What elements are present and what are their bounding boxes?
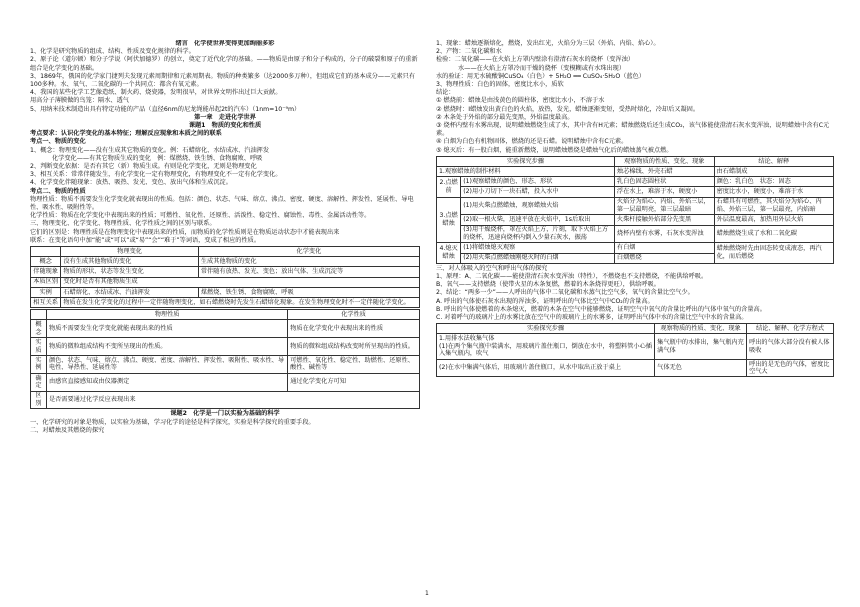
table-cell: 2.点燃前 <box>437 177 461 197</box>
note-line: ⑤ 熄灭后：有一股白烟，能重新燃烧，说明蜡烛燃烧是蜡烛气化后的蜡烛蒸气被点燃。 <box>436 146 673 154</box>
note-line: B、氧气——支持燃烧（使带火星的木条复燃，燃着的木条烧得更旺），供给呼吸。 <box>436 281 660 289</box>
table-cell: 呼出的是无色的气体，密度比空气大 <box>747 359 834 377</box>
table-cell: (3)用干燥烧杯，罩在火焰上方，片刻，取下火焰上方的烧杯，迅速向烧杯内倒入少量石灰水，振荡 <box>461 225 615 243</box>
table-row <box>437 359 834 377</box>
candle-experiment-table <box>436 156 834 264</box>
table-cell: 集气瓶中的水排出，集气瓶内充满气体 <box>655 334 747 359</box>
note-line: 1、现象：蜡烛逐渐熔化，燃烧，发出红光，火焰分为三层（外焰、内焰、焰心）。 <box>436 40 660 47</box>
table-header <box>437 324 834 334</box>
kp1-line: 化学变化——有其它物质生成的变化 例：煤燃烧、铁生锈、食物腐败、呼吸 <box>52 154 263 162</box>
note-line: ② 燃烧时：Ⅰ蜡烛发出黄白色的火焰，放热，发光，蜡烛逐渐变短，受热时熔化，冷却后又凝固。 <box>436 105 700 113</box>
table-cell: 物质的微粒组成结构改变时所呈现出的性质。 <box>288 338 420 356</box>
left-column <box>30 40 420 435</box>
table-cell: 化学变化 <box>198 247 419 257</box>
table-cell: 没有生成其他物质的变化 <box>61 257 199 267</box>
table-cell: 火焰分为焰心、内焰、外焰三层，第一层最明亮，第三层最暗 <box>614 197 714 215</box>
table-cell: 实例 <box>31 355 47 373</box>
note-line: 2、产物：二氧化碳和水 <box>436 48 502 56</box>
kp1-heading: 考点一、物质的变化 <box>30 138 86 146</box>
table-row <box>437 215 834 225</box>
table-row <box>437 167 834 177</box>
table-cell: 有白烟 <box>614 243 714 253</box>
table-cell: (1)观察蜡烛的颜色、形态、形状 <box>461 177 615 187</box>
table-cell: 气体无色 <box>655 359 747 377</box>
table-cell: 相互关系 <box>31 298 61 308</box>
table-row <box>31 338 420 356</box>
kp1-line: 3、相互关系：常常伴随发生，有化学变化一定有物理变化，有物理变化不一定有化学变化。 <box>30 171 282 179</box>
kp2-line: 联系：在变化语句中加“能”或“可以”或“易”“会”“难于”等词语，变成了相应的性质。 <box>30 236 261 244</box>
table-cell: 物质在发生化学变化的过程中一定伴随物理变化，如石蜡燃烧时先发生石蜡熔化现象。在发生物理变化时不一定伴随化学变化。 <box>61 298 420 308</box>
table-row <box>437 334 834 359</box>
table-row <box>437 243 834 253</box>
property-comparison-table <box>30 309 420 409</box>
table-cell: 白烟燃烧 <box>614 253 714 263</box>
intro-item: 用高分子薄膜做的鸟笼：隔水、透气 <box>30 97 129 105</box>
table-cell: (1)用火柴点燃蜡烛，观察蜡烛火焰 <box>461 197 615 215</box>
intro-title: 绪言 化学使世界变得更加绚丽多彩 <box>175 40 275 47</box>
table-cell: 伴随现象 <box>31 267 61 277</box>
table-cell: 实验探究步骤 <box>437 156 615 166</box>
table-cell: (1)将蜡烛熄灭观察 <box>461 243 615 253</box>
table-cell: 物质不需要发生化学变化就能表现出来的性质 <box>46 320 287 338</box>
note-line: C. 对着呼气的玻璃片上的水雾比放在空气中的玻璃片上的水雾多，证明呼出气体中水的含量比空气中水的含量高。 <box>436 313 748 321</box>
table-cell: 1.用排水法收集气体 (1)在两个集气瓶中装满水，用玻璃片盖住瓶口，倒放在水中，将塑料管小心插入集气瓶内，吹气 <box>437 334 655 359</box>
note-line: 1、原理：A、二氧化碳——能使澄清石灰水变浑浊（特性），不燃烧也不支持燃烧，不能供给呼吸。 <box>436 272 708 280</box>
table-cell: 结论、解释 <box>714 156 833 166</box>
table-cell: 由石蜡制成 <box>714 167 833 177</box>
requirements: 考点要求：认识化学变化的基本特征；理解反应现象和本质之间的联系 <box>30 130 222 138</box>
table-cell: 颜色：乳白色 状态：固态 <box>714 177 833 187</box>
kp2-line: 它们的区别是：物理性质是在物理变化中表现出来的性质，而物质的化学性质则是在物质运动状态中才能表现出来 <box>30 228 340 236</box>
table-header <box>31 247 420 257</box>
note-line: 检验：二氧化碳——在火焰上方罩内壁涂有澄清石灰水的烧杯（变浑浊） <box>436 56 634 64</box>
kp2-line: 三、物理变化、化学变化、物理性质、化学性质之间的区别与联系。 <box>30 220 216 228</box>
change-comparison-table <box>30 246 420 308</box>
table-cell: 外层温度最高，加热用外层火焰 <box>714 215 833 225</box>
table-row <box>31 267 420 277</box>
topic1-title: 课题1 物质的变化和性质 <box>188 122 262 130</box>
candle-notes <box>436 40 834 155</box>
table-cell: 密度比水小，硬度小，难溶于水 <box>714 187 833 197</box>
intro-item: 1、化学是研究物质的组成、结构、性质及变化规律的科学。 <box>30 48 195 56</box>
kp1-line: 2、判断变化依据：是否有其它（新）物质生成。有则是化学变化，无则是物理变化 <box>30 163 257 171</box>
kp1-line: 4、化学变化伴随现象：放热、吸热、发光、变色、放出气体和生成沉淀。 <box>30 179 232 187</box>
page-number: 1 <box>425 590 429 597</box>
intro-item: 3、1869年，俄国的化学家门捷列夫发现元素周期律和元素周期表。物质的种类繁多（达2000多万种），但组成它们的基本成分——元素只有100多种。水、氧气、二氧化碳的一个共同点：都含有氧元素。 <box>30 72 416 89</box>
table-cell: 概念 <box>31 257 61 267</box>
table-cell <box>31 310 47 320</box>
kp2-heading: 考点二、物质的性质 <box>30 187 86 195</box>
kp2-line: 物理性质：物质不需要发生化学变化就表现出的性质。包括：颜色、状态、气味、熔点、沸点、密度、硬度、溶解性、挥发性、延展性、导电性、吸水性、吸附性等。 <box>30 195 414 212</box>
note-line: 水——在火焰上方罩冷而干燥的烧杯（变模糊或有水珠出现） <box>458 64 626 72</box>
table-cell: 乳白色固态圆柱状 <box>614 177 714 187</box>
note-line: B. 呼出的气体使燃着的木条熄灭，燃着的木条在空气中能够燃烧，证明空气中氧气的含量比呼出的气体中氧气的含量高。 <box>436 305 766 313</box>
intro-item: 2、原子论（道尔顿）和分子学说（阿伏加德罗）的创立，奠定了近代化学的基础。——物质是由原子和分子构成的，分子的破裂和原子的重新组合是化学变化的基础。 <box>30 56 418 72</box>
table-cell: 可燃性、氧化性、稳定性、助燃性、还原性、酸性、碱性等 <box>288 355 420 373</box>
table-row <box>31 320 420 338</box>
table-cell: 结论、解释、化学方程式 <box>747 324 834 334</box>
right-column <box>436 40 834 378</box>
table-cell: 物质在化学变化中表现出来的性质 <box>288 320 420 338</box>
intro-list <box>30 48 420 114</box>
table-row <box>31 277 420 287</box>
note-line: 三、对人体吸入的空气和呼出气体的探究 <box>436 264 548 272</box>
note-line: 2、结论：“两多一少”——人呼出的气体中二氧化碳和水蒸气比空气多，氧气的含量比空气少。 <box>436 289 694 297</box>
table-cell: 蜡烛燃烧时先由固态转变成液态，再汽化，而后燃烧 <box>714 243 833 263</box>
table-cell: 火柴杆接触外焰部分先变黑 <box>614 215 714 225</box>
note-line: 结论： <box>436 89 455 97</box>
topic2-title: 课题2 化学是一门以实验为基础的科学 <box>170 410 280 418</box>
table-row <box>31 355 420 373</box>
table-cell: 物理变化 <box>61 247 199 257</box>
table-cell: 物理性质 <box>46 310 287 320</box>
note-line: ① 燃烧前：蜡烛是由浅黄色的圆柱体，密度比水小，不溶于水 <box>436 97 605 105</box>
kp2-line: 化学性质：物质在化学变化中表现出来的性质；可燃性、氧化性、还原性、活泼性、稳定性、腐蚀性、毒性、金属活动性等。 <box>30 212 371 220</box>
table-cell: (2)用火柴点燃蜡烛刚熄灭时的白烟 <box>461 253 615 263</box>
intro-item: 5、用纳米技术制造出具有特定功能的产品（直径6nm的尼龙绳能吊起2t的汽车）（1nm=10⁻⁹m） <box>30 105 301 113</box>
note-line: ② 木条处于外焰的部分最先变黑，外焰温度最高。 <box>436 113 574 121</box>
table-cell: 观察物质的性质、变化、现象 <box>655 324 747 334</box>
table-cell: 烧杯内壁有水雾，石灰水变浑浊 <box>614 225 714 243</box>
table-cell: 概念 <box>31 320 47 338</box>
breath-notes <box>436 265 834 322</box>
table-cell: 通过化学变化方可知 <box>288 373 420 391</box>
table-cell: 生成其他物质的变化 <box>198 257 419 267</box>
table-cell: 由感官直接感知或由仪器测定 <box>46 373 287 391</box>
table-cell: 蜡烛燃烧生成了水和二氧化碳 <box>714 225 833 243</box>
table-cell: 呼出的气体大部分没有被人体吸收 <box>747 334 834 359</box>
table-header <box>31 310 420 320</box>
table-cell: 煤燃烧、铁生锈、食物腐败、呼吸 <box>198 287 419 297</box>
table-cell: 实质 <box>31 338 47 356</box>
note-line: 水的验证：用无水硫酸铜CuSO₄（白色）+ 5H₂O ══ CuSO₄·5H₂O（蓝色） <box>436 72 645 80</box>
note-line: 3、物理性质：白色的固体，密度比水小，质软 <box>436 81 564 89</box>
end-line: 二、对蜡烛及其燃烧的探究 <box>30 426 105 434</box>
table-row <box>31 287 420 297</box>
table-cell: 实例 <box>31 287 61 297</box>
table-cell: 实验探究步骤 <box>437 324 655 334</box>
chapter-title: 第一章 走进化学世界 <box>194 113 256 121</box>
table-cell: 浮在水上，难溶于水，硬度小 <box>614 187 714 197</box>
table-row <box>437 187 834 197</box>
table-cell <box>31 247 61 257</box>
table-cell: (2)在水中集满气体后，用玻璃片盖住瓶口，从水中取出正放于桌上 <box>437 359 655 377</box>
table-header <box>437 156 834 166</box>
table-cell: 变化时是否有其他物质生成 <box>61 277 420 287</box>
kp1-line: 1、概念：物理变化——没有生成其它物质的变化。例：石蜡熔化、水结成冰、汽油挥发 <box>30 146 270 154</box>
table-row <box>31 257 420 267</box>
table-cell: 3.点燃蜡烛 <box>437 197 461 243</box>
note-line: A. 呼出的气体使石灰水出现的浑浊多，证明呼出的气体比空气中CO₂的含量高。 <box>436 297 654 305</box>
table-row <box>437 197 834 215</box>
table-cell: 观察物质的性质、变化、现象 <box>614 156 714 166</box>
intro-item: 4、我国的某些化学工艺像造纸、制火药、烧瓷器，发明很早，对世界文明作出过巨大贡献。 <box>30 89 282 97</box>
table-row <box>31 298 420 308</box>
table-cell: 4.熄灭蜡烛 <box>437 243 461 263</box>
table-cell: 1.观察蜡烛的制作材料 <box>437 167 615 177</box>
table-cell: 颜色、状态、气味、熔点、沸点、硬度、密度、溶解性、挥发性、吸附性、吸水性、导电性、导热性、延展性等 <box>46 355 287 373</box>
table-cell: 烛芯棉线、外壳石蜡 <box>614 167 714 177</box>
table-row <box>437 225 834 243</box>
table-cell: 本质区别 <box>31 277 61 287</box>
table-cell: (2)取一根火柴，迅速平放在火焰中，1s后取出 <box>461 215 615 225</box>
breath-experiment-table <box>436 323 834 377</box>
table-cell: 物质的形状、状态等发生变化 <box>61 267 199 277</box>
table-cell: 确定 <box>31 373 47 391</box>
table-cell: 物质的微粒组成结构不变所呈现出的性质。 <box>46 338 287 356</box>
table-cell: 区别 <box>31 391 47 409</box>
table-row <box>437 177 834 187</box>
table-cell: 化学性质 <box>288 310 420 320</box>
note-line: ④ 白烟为白色有机物固体，燃烧的还是石蜡。说明蜡烛中含有C元素。 <box>436 138 628 146</box>
table-cell: (2)用小刀切下一块石蜡，投入水中 <box>461 187 615 197</box>
table-cell: 常伴随有放热、发光、变色；放出气体、生成沉淀等 <box>198 267 419 277</box>
end-line: 一、化学研究的对象是物质，以实验为基础，学习化学的途径是科学探究，实验是科学探究的重要手段。 <box>30 418 315 426</box>
table-row <box>31 373 420 391</box>
table-cell: 是否需要通过化学反应表现出来 <box>46 391 419 409</box>
table-row <box>31 391 420 409</box>
note-line: ③ 烧杯内壁有水雾出现，说明蜡烛燃烧生成了水，其中含有H元素；蜡烛燃烧后还生成CO₂，该气体能使澄清石灰水变浑浊，说明蜡烛中含有C元素。 <box>436 122 830 138</box>
table-cell: 石蜡熔化、水结成冰、汽油挥发 <box>61 287 199 297</box>
table-cell: 石蜡具有可燃性，其火焰分为焰心、内焰、外焰三层，第一层最亮，内焰暗 <box>714 197 833 215</box>
